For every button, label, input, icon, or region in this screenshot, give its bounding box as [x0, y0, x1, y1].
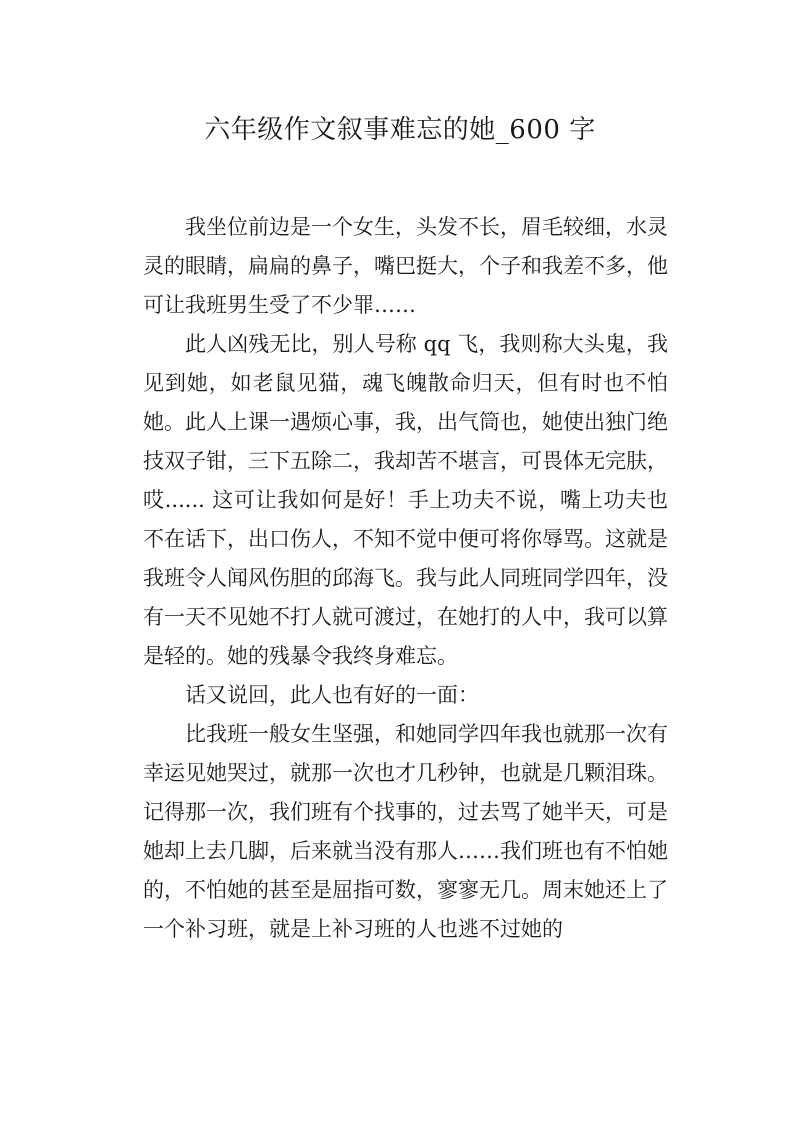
paragraph: 话又说回，此人也有好的一面：	[185, 683, 479, 707]
paragraph: 比我班一般女生坚强，和她同学四年我也就那一次有幸运见她哭过，就那一次也才几秒钟，也就是几颗泪珠。记得那一次，我们班有个找事的，过去骂了她半天，可是她却上去几脚，后来就当没有那人……我们班也有不怕她的，不怕她的甚至是屈指可数，寥寥无几。周末她还上了一个补习班，就是上补习班的人也逃不过她的	[143, 722, 668, 941]
paragraph: 我坐位前边是一个女生，头发不长，眉毛较细，水灵灵的眼睛，扁扁的鼻子，嘴巴挺大，个子和我差不多，他可让我班男生受了不少罪……	[143, 215, 668, 317]
paragraph: 此人凶残无比，别人号称 qq 飞，我则称大头鬼，我见到她，如老鼠见猫，魂飞魄散命归天，但有时也不怕她。此人上课一遇烦心事，我，出气筒也，她使出独门绝技双子钳，三下五除二，我却苦不堪言，可畏体无完肤，哎...... 这可让我如何是好！手上功夫不说，嘴上功夫也不在话下，出口伤人，不知不觉中便可将你辱骂。这就是我班令人闻风伤胆的邱海飞。我与此人同班同学四年，没有一天不见她不打人就可渡过，在她打的人中，我可以算是轻的。她的残暴令我终身难忘。	[143, 332, 668, 668]
document-title: 六年级作文叙事难忘的她_600 字	[204, 115, 596, 145]
document-body	[143, 208, 668, 949]
